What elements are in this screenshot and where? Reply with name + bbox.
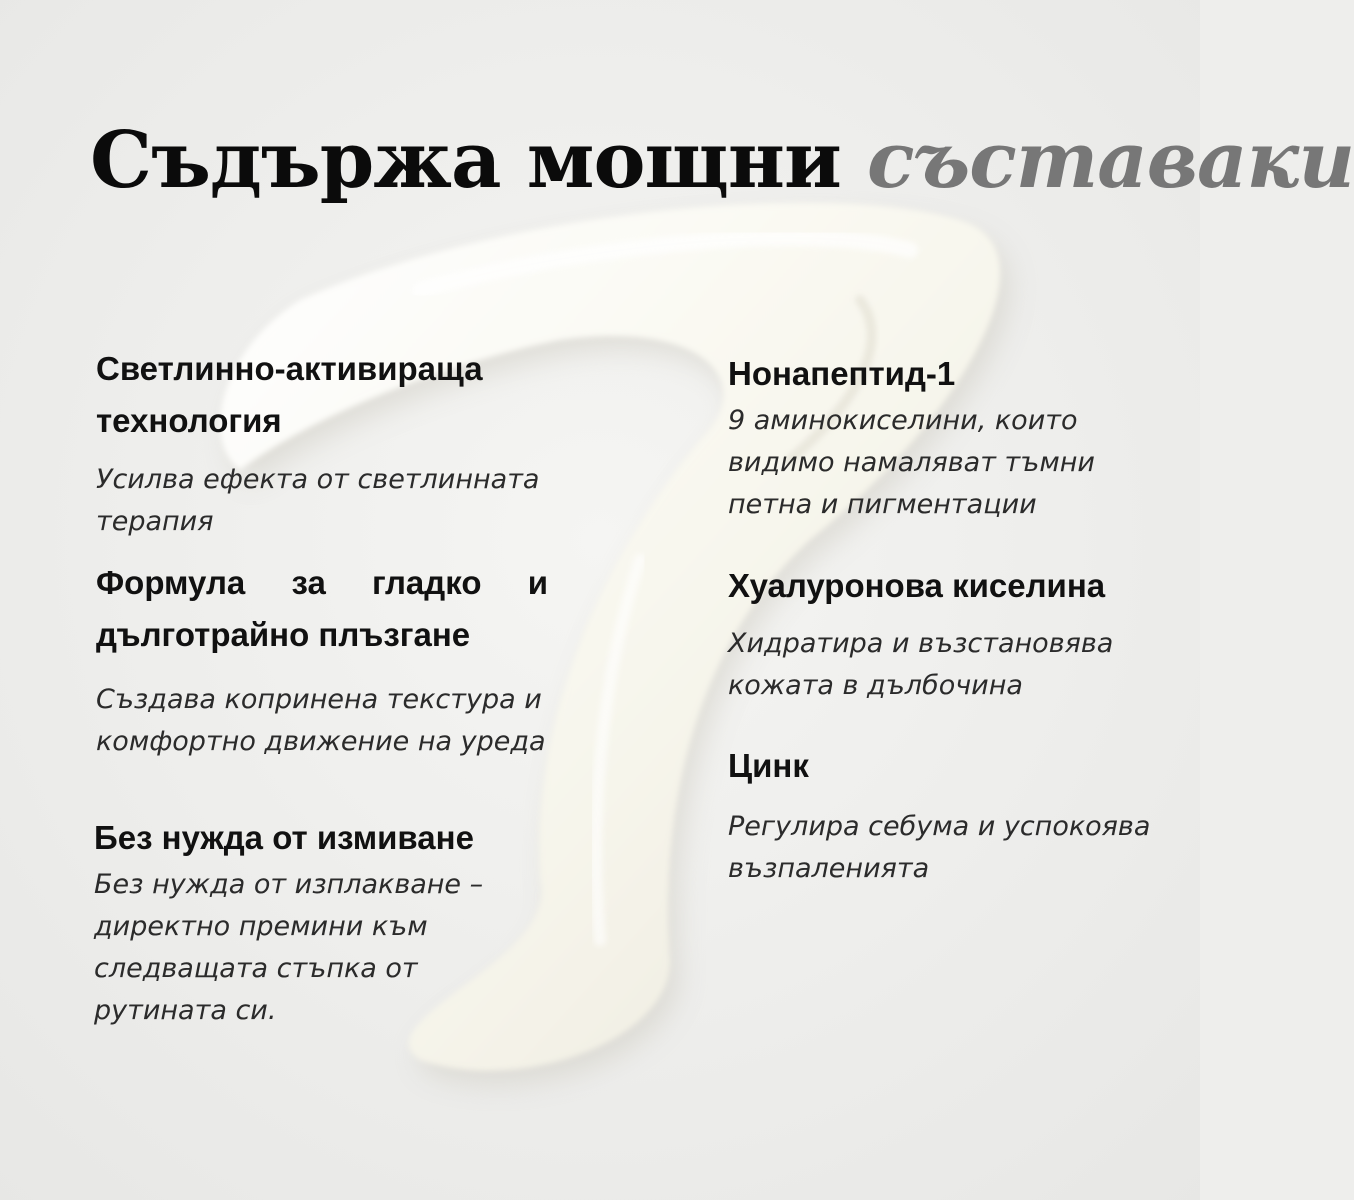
title-accent: съставаки [867,115,1354,206]
feature-title: Без нужда от измиване [94,819,474,856]
feature-glide-formula [96,557,548,763]
feature-description: Без нужда от изплакване – директно премини към следващата стъпка от рутината си. [94,869,484,1026]
feature-no-wash [94,812,554,1032]
page-title [90,115,1354,206]
feature-description: Регулира себума и успокоява възпаленията [728,811,1151,884]
feature-description: Усилва ефекта от светлинната терапия [96,464,540,537]
feature-zinc [728,740,1168,890]
feature-description: Хидратира и възстановява кожата в дълбочина [728,628,1114,701]
feature-description: Създава копринена текстура и комфортно движение на уреда [96,684,546,757]
feature-hyaluronic-acid [728,560,1168,707]
feature-title: Цинк [728,747,809,784]
feature-description: 9 аминокиселини, които видимо намаляват тъмни петна и пигментации [728,405,1095,520]
feature-nonapeptide [728,348,1158,526]
feature-title: Хуалуронова киселина [728,567,1106,604]
feature-light-technology [96,343,556,543]
feature-title: Нонапептид-1 [728,355,956,392]
feature-title: Формула за гладко и дълготрайно плъзгане [96,564,548,653]
feature-title: Светлинно-активираща технология [96,350,483,439]
title-main: Съдържа мощни [90,115,841,206]
